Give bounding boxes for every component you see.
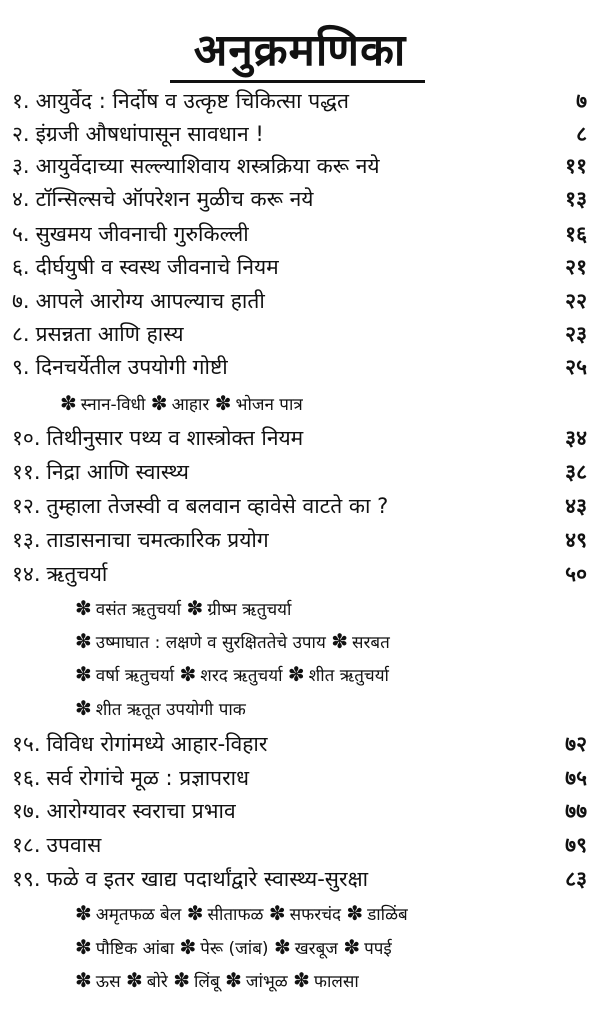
entry-title: आपले आरोग्य आपल्याच हाती [35,289,265,313]
entry-title: फळे व इतर खाद्य पदार्थांद्वारे स्वास्थ्य-सुरक्षा [46,867,369,891]
entry-title: तिथीनुसार पथ्य व शास्त्रोक्त नियम [46,426,304,450]
toc-entry [12,457,587,487]
toc-entry [12,729,587,759]
subtopic-item: उष्माघात : लक्षणे व सुरक्षिततेचे उपाय [95,633,332,653]
asterisk-bullet-icon: ✽ [268,901,286,925]
asterisk-bullet-icon: ✽ [343,935,361,959]
subtopic-item: डाळिंब [367,905,408,925]
subtopic-item: सीताफळ [207,905,269,925]
entry-page-number: ३८ [565,460,587,484]
toc-entry [12,796,587,826]
toc-entry [12,423,587,453]
toc-entry [12,86,587,116]
toc-entry [12,286,587,316]
asterisk-bullet-icon: ✽ [75,901,92,925]
entry-title: सर्व रोगांचे मूळ : प्रज्ञापराध [46,766,250,790]
subtopic-item: ऊस [95,972,127,992]
entry-page-number: १३ [565,187,587,211]
entry-title: दीर्घयुषी व स्वस्थ जीवनाचे नियम [35,255,279,279]
asterisk-bullet-icon: ✽ [179,935,197,959]
toc-entry [12,763,587,793]
toc-entry [12,864,587,894]
toc-entry [12,352,587,382]
entry-number: १९. [12,867,41,891]
entry-title: ऋतुचर्या [46,562,108,586]
asterisk-bullet-icon: ✽ [225,968,242,992]
asterisk-bullet-icon: ✽ [293,968,310,992]
entry-number: २. [12,122,30,146]
subtopic-line [75,933,392,963]
entry-page-number: २१ [565,255,587,279]
toc-entry [12,219,587,249]
entry-number: १०. [12,426,41,450]
entry-page-number: ११ [565,154,587,178]
subtopic-item: खरबूज [294,939,344,959]
page-title: अनुक्रमणिका [193,25,407,76]
toc-entry [12,119,587,149]
toc-entry [12,525,587,555]
toc-entry [12,151,587,181]
asterisk-bullet-icon: ✽ [273,935,291,959]
entry-title: टॉन्सिल्सचे ऑपरेशन मुळीच करू नये [35,187,314,211]
entry-page-number: ४९ [565,528,587,552]
asterisk-bullet-icon: ✽ [186,901,204,925]
asterisk-bullet-icon: ✽ [60,391,77,415]
toc-entry [12,830,587,860]
entry-number: १६. [12,766,41,790]
subtopic-item: भोजन पात्र [235,395,303,415]
entry-title: आयुर्वेद : निर्दोष व उत्कृष्ट चिकित्सा पद्धत [35,89,349,113]
asterisk-bullet-icon: ✽ [126,968,143,992]
entry-number: ११. [12,460,41,484]
entry-title: तुम्हाला तेजस्वी व बलवान व्हावेसे वाटते का ? [46,494,389,518]
entry-page-number: १६ [565,222,587,246]
title-underline [170,80,425,83]
entry-title: विविध रोगांमध्ये आहार-विहार [46,732,268,756]
subtopic-line [75,899,408,929]
entry-page-number: २३ [565,322,587,346]
entry-page-number: ८३ [565,867,587,891]
entry-title: आरोग्यावर स्वराचा प्रभाव [46,799,236,823]
subtopic-item: अमृतफळ बेल [95,905,187,925]
asterisk-bullet-icon: ✽ [179,662,197,686]
entry-page-number: ७५ [565,766,587,790]
subtopic-item: शरद ऋतुचर्या [200,666,288,686]
entry-page-number: ७२ [565,732,587,756]
asterisk-bullet-icon: ✽ [173,968,191,992]
entry-number: १२. [12,494,41,518]
entry-number: १४. [12,562,41,586]
subtopic-item: पौष्टिक आंबा [95,939,180,959]
subtopic-item: जांभूळ [245,972,294,992]
entry-page-number: ३४ [565,426,587,450]
subtopic-item: सरबत [351,633,390,653]
entry-page-number: ७९ [565,833,587,857]
subtopic-item: फालसा [313,972,359,992]
toc-entry [12,491,587,521]
asterisk-bullet-icon: ✽ [75,935,92,959]
entry-number: १३. [12,528,41,552]
subtopic-item: बोरे [146,972,174,992]
asterisk-bullet-icon: ✽ [75,696,92,720]
entry-title: आयुर्वेदाच्या सल्ल्याशिवाय शस्त्रक्रिया करू नये [35,154,380,178]
subtopic-line [75,660,389,690]
toc-entry [12,319,587,349]
subtopic-line [75,966,359,996]
entry-number: ७. [12,289,30,313]
entry-number: ४. [12,187,30,211]
subtopic-line [75,694,246,724]
entry-number: ५. [12,222,30,246]
entry-page-number: ४३ [565,494,587,518]
entry-page-number: ७७ [565,799,587,823]
subtopic-item: शीत ऋतूत उपयोगी पाक [95,700,246,720]
subtopic-item: वसंत ऋतुचर्या [95,600,187,620]
toc-entry [12,252,587,282]
asterisk-bullet-icon: ✽ [75,629,92,653]
entry-title: प्रसन्नता आणि हास्य [35,322,184,346]
asterisk-bullet-icon: ✽ [287,662,305,686]
asterisk-bullet-icon: ✽ [186,596,204,620]
asterisk-bullet-icon: ✽ [75,596,92,620]
entry-page-number: ७ [576,89,587,113]
asterisk-bullet-icon: ✽ [75,662,92,686]
entry-number: १७. [12,799,41,823]
subtopic-line [60,389,303,419]
subtopic-item: पपई [364,939,392,959]
subtopic-line [75,594,291,624]
subtopic-line [75,627,390,657]
entry-page-number: २२ [565,289,587,313]
asterisk-bullet-icon: ✽ [75,968,92,992]
entry-number: ८. [12,322,30,346]
entry-title: निद्रा आणि स्वास्थ्य [46,460,189,484]
asterisk-bullet-icon: ✽ [346,901,364,925]
entry-page-number: २५ [565,355,587,379]
entry-number: १५. [12,732,41,756]
subtopic-item: लिंबू [194,972,226,992]
asterisk-bullet-icon: ✽ [331,629,348,653]
subtopic-item: स्नान-विधी [80,395,151,415]
entry-number: ९. [12,355,30,379]
entry-title: दिनचर्येतील उपयोगी गोष्टी [35,355,228,379]
subtopic-item: आहार [171,395,215,415]
subtopic-item: ग्रीष्म ऋतुचर्या [207,600,292,620]
entry-title: इंग्रजी औषधांपासून सावधान ! [35,122,264,146]
entry-number: ३. [12,154,30,178]
subtopic-item: वर्षा ऋतुचर्या [95,666,180,686]
subtopic-item: शीत ऋतुचर्या [308,666,389,686]
entry-page-number: ८ [576,122,587,146]
entry-title: सुखमय जीवनाची गुरुकिल्ली [35,222,249,246]
entry-title: ताडासनाचा चमत्कारिक प्रयोग [46,528,269,552]
entry-title: उपवास [46,833,102,857]
toc-entry [12,559,587,589]
subtopic-item: सफरचंद [289,905,347,925]
entry-number: १८. [12,833,41,857]
entry-page-number: ५० [565,562,587,586]
toc-entry [12,184,587,214]
entry-number: ६. [12,255,30,279]
subtopic-item: पेरू (जांब) [200,939,274,959]
asterisk-bullet-icon: ✽ [214,391,232,415]
entry-number: १. [12,89,30,113]
asterisk-bullet-icon: ✽ [150,391,168,415]
